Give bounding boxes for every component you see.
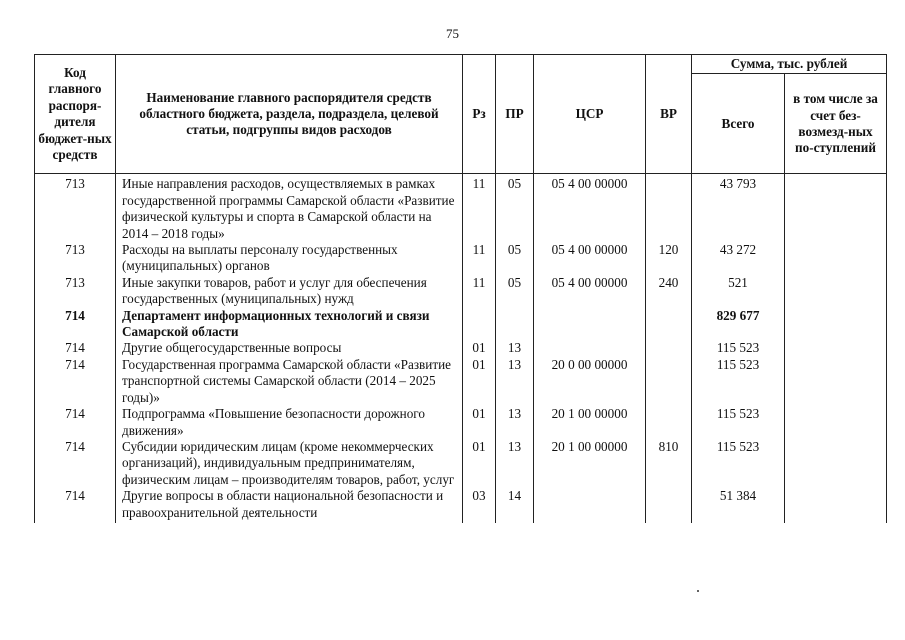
- row-vr: [646, 357, 692, 406]
- row-total: 521: [692, 275, 785, 308]
- header-free: в том числе за счет без-возмезд-ных по-ступлений: [785, 74, 887, 174]
- row-total: 51 384: [692, 488, 785, 523]
- row-csr: 20 0 00 00000: [534, 357, 646, 406]
- row-free: [785, 275, 887, 308]
- table-row: [35, 340, 887, 356]
- row-pr: 13: [496, 357, 534, 406]
- row-rz: 01: [463, 406, 496, 439]
- row-csr: 20 1 00 00000: [534, 439, 646, 488]
- row-code: 714: [35, 488, 116, 523]
- row-rz: 03: [463, 488, 496, 523]
- row-free: [785, 488, 887, 523]
- row-free: [785, 340, 887, 356]
- table-row: [35, 488, 887, 523]
- row-name: Другие вопросы в области национальной безопасности и правоохранительной деятельности: [116, 488, 463, 523]
- header-vr: ВР: [646, 55, 692, 174]
- row-csr: 05 4 00 00000: [534, 275, 646, 308]
- row-total: 829 677: [692, 308, 785, 341]
- row-vr: [646, 308, 692, 341]
- row-total: 115 523: [692, 357, 785, 406]
- header-rz: Рз: [463, 55, 496, 174]
- row-pr: 05: [496, 275, 534, 308]
- row-free: [785, 174, 887, 242]
- scan-speck: [697, 590, 699, 592]
- row-csr: 05 4 00 00000: [534, 174, 646, 242]
- row-name: Иные закупки товаров, работ и услуг для обеспечения государственных (муниципальных) нужд: [116, 275, 463, 308]
- table-row: [35, 439, 887, 488]
- row-name: Государственная программа Самарской области «Развитие транспортной системы Самарской области (2014 – 2025 годы)»: [116, 357, 463, 406]
- row-name: Департамент информационных технологий и связи Самарской области: [116, 308, 463, 341]
- budget-table: [34, 54, 887, 523]
- row-free: [785, 242, 887, 275]
- row-csr: [534, 308, 646, 341]
- row-vr: [646, 406, 692, 439]
- row-rz: 01: [463, 357, 496, 406]
- row-free: [785, 439, 887, 488]
- row-code: 713: [35, 242, 116, 275]
- row-total: 115 523: [692, 406, 785, 439]
- row-pr: 14: [496, 488, 534, 523]
- row-free: [785, 308, 887, 341]
- row-vr: 240: [646, 275, 692, 308]
- row-rz: [463, 308, 496, 341]
- row-vr: [646, 340, 692, 356]
- table-row: [35, 275, 887, 308]
- header-sum: Сумма, тыс. рублей: [692, 55, 887, 74]
- table-row: [35, 174, 887, 242]
- row-rz: 01: [463, 439, 496, 488]
- row-code: 713: [35, 174, 116, 242]
- table-row: [35, 406, 887, 439]
- row-vr: 810: [646, 439, 692, 488]
- row-pr: 13: [496, 406, 534, 439]
- row-csr: [534, 340, 646, 356]
- row-vr: [646, 174, 692, 242]
- row-code: 714: [35, 357, 116, 406]
- row-total: 115 523: [692, 340, 785, 356]
- row-rz: 11: [463, 275, 496, 308]
- page-number: 75: [446, 26, 459, 41]
- row-pr: 05: [496, 174, 534, 242]
- row-pr: [496, 308, 534, 341]
- row-vr: [646, 488, 692, 523]
- row-free: [785, 406, 887, 439]
- row-name: Субсидии юридическим лицам (кроме некоммерческих организаций), индивидуальным предпринимателям, физическим лицам – производителям товаров, работ, услуг: [116, 439, 463, 488]
- row-code: 714: [35, 308, 116, 341]
- table-row: [35, 308, 887, 341]
- row-total: 115 523: [692, 439, 785, 488]
- header-pr: ПР: [496, 55, 534, 174]
- row-pr: 13: [496, 439, 534, 488]
- row-csr: 20 1 00 00000: [534, 406, 646, 439]
- table-row: [35, 357, 887, 406]
- row-pr: 05: [496, 242, 534, 275]
- row-name: Другие общегосударственные вопросы: [116, 340, 463, 356]
- row-rz: 01: [463, 340, 496, 356]
- row-rz: 11: [463, 174, 496, 242]
- row-vr: 120: [646, 242, 692, 275]
- row-total: 43 793: [692, 174, 785, 242]
- row-total: 43 272: [692, 242, 785, 275]
- row-free: [785, 357, 887, 406]
- row-csr: 05 4 00 00000: [534, 242, 646, 275]
- header-total: Всего: [692, 74, 785, 174]
- row-name: Расходы на выплаты персоналу государственных (муниципальных) органов: [116, 242, 463, 275]
- row-code: 714: [35, 406, 116, 439]
- row-name: Иные направления расходов, осуществляемых в рамках государственной программы Самарской области «Развитие физической культуры и спорта в Самарской области на 2014 – 2018 годы»: [116, 174, 463, 242]
- header-csr: ЦСР: [534, 55, 646, 174]
- table-row: [35, 242, 887, 275]
- row-rz: 11: [463, 242, 496, 275]
- row-name: Подпрограмма «Повышение безопасности дорожного движения»: [116, 406, 463, 439]
- row-pr: 13: [496, 340, 534, 356]
- row-code: 713: [35, 275, 116, 308]
- row-code: 714: [35, 439, 116, 488]
- header-name: Наименование главного распорядителя средств областного бюджета, раздела, подраздела, целевой статьи, подгруппы видов расходов: [116, 55, 463, 174]
- row-code: 714: [35, 340, 116, 356]
- header-code: Код главного распоря-дителя бюджет-ных средств: [35, 55, 116, 174]
- row-csr: [534, 488, 646, 523]
